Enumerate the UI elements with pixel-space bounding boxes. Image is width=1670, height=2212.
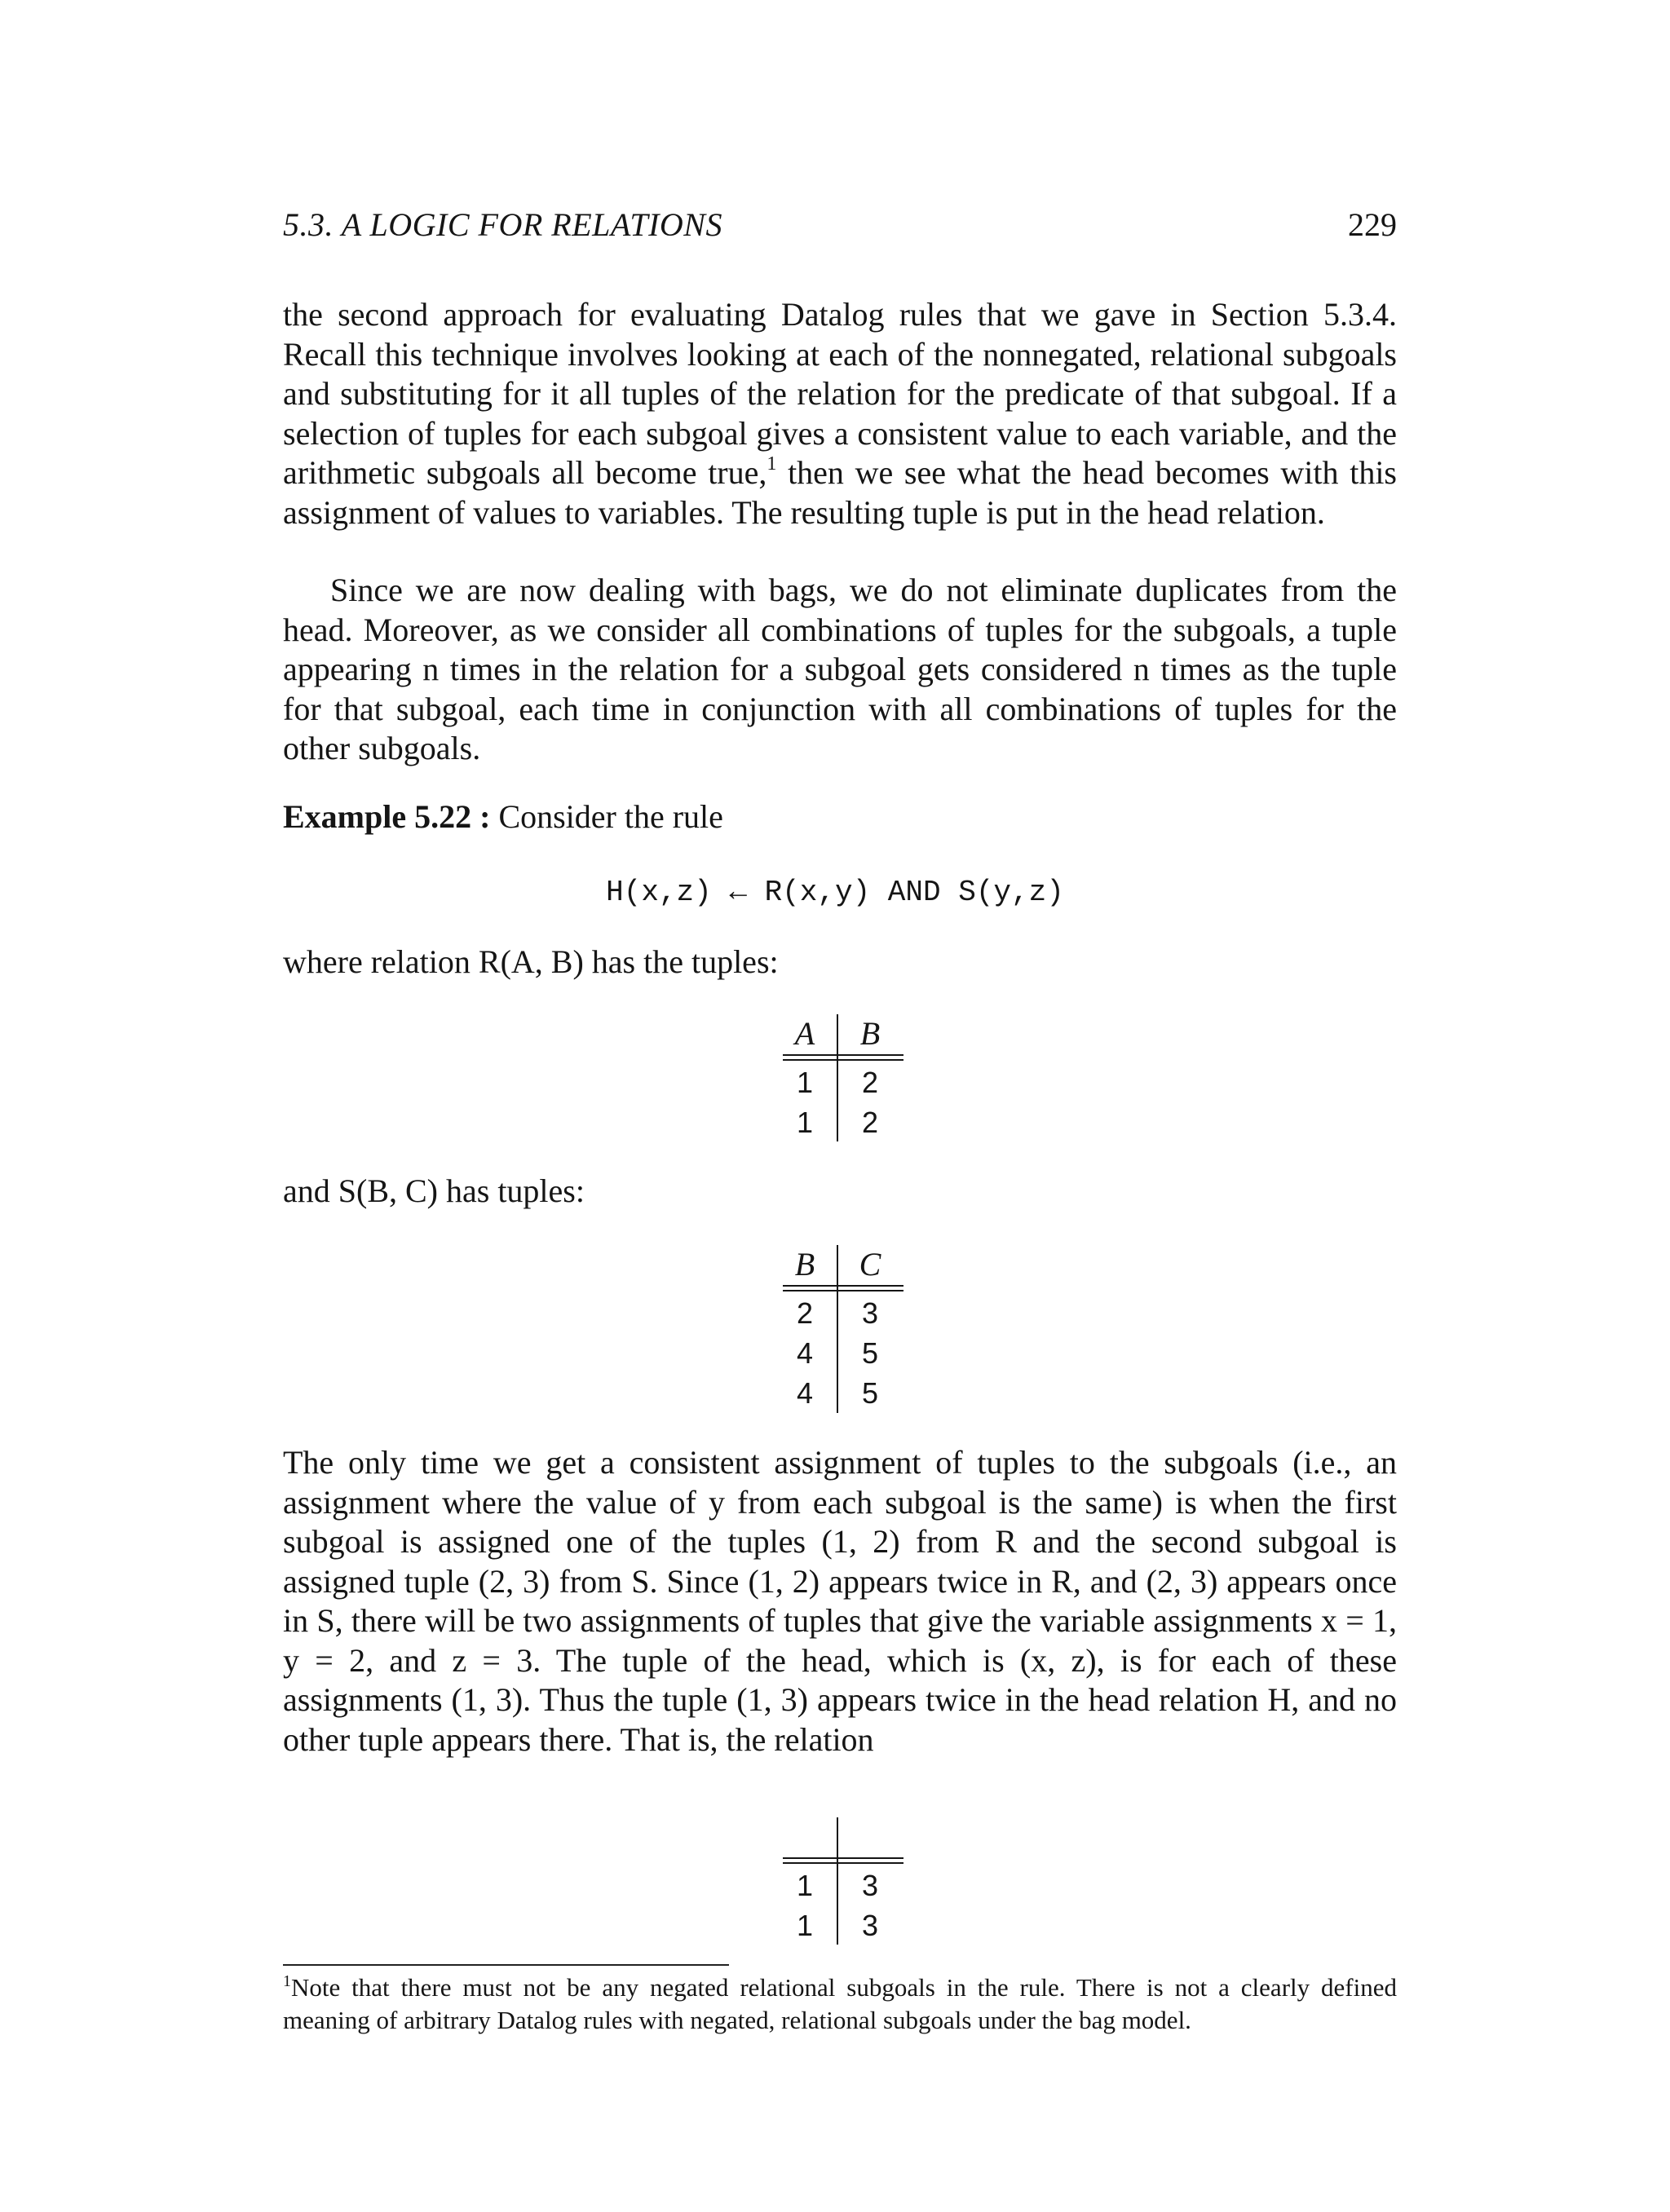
paragraph-text: the second approach for evaluating Datalog rules that we gave in Section 5.3.4. Recall this technique involves looking at each of the nonnegated, relational subgoals and substituting for it all tuples of the relation for the predicate of that subgoal. If a selection of tuples for each subgoal gives a consistent value to each variable, and the arithmetic subgoals all become true, <box>283 296 1397 491</box>
paragraph-text: Since we are now dealing with bags, we do not eliminate duplicates from the head. Moreover, as we consider all combinations of tuples for the subgoals, a tuple appearing n times in the relation for a subgoal gets considered n times as the tuple for that subgoal, each time in conjunction with all combinations of tuples for the other subgoals. <box>283 572 1397 766</box>
relation-r-table <box>775 1013 913 1151</box>
paragraph-text-tail: then we see what the head becomes with this assignment of values to variables. The resulting tuple is put in the head relation. <box>283 454 1397 531</box>
relation-h-table <box>775 1816 913 1954</box>
table-header-cell: B <box>859 1015 881 1052</box>
table-cell: 2 <box>861 1066 879 1099</box>
example-heading <box>283 797 1397 837</box>
table-cell: 2 <box>796 1296 814 1330</box>
table-cell: 3 <box>861 1869 879 1902</box>
paragraph-bag-evaluation <box>283 295 1397 532</box>
table-header-cell: A <box>794 1015 815 1052</box>
table-cell: 3 <box>861 1296 879 1330</box>
footnote-marker: 1 <box>767 453 777 475</box>
table-cell: 4 <box>796 1336 814 1370</box>
footnote-number: 1 <box>283 1972 291 1990</box>
table-cell: 5 <box>861 1376 879 1410</box>
section-title: 5.3. A LOGIC FOR RELATIONS <box>283 206 722 243</box>
running-head <box>283 205 1397 245</box>
table-cell: 4 <box>796 1376 814 1410</box>
relation-s-intro: and S(B, C) has tuples: <box>283 1172 585 1209</box>
example-label: Example 5.22 : <box>283 798 491 835</box>
footnote <box>283 1971 1397 2037</box>
table-cell: 1 <box>796 1909 814 1942</box>
datalog-rule: H(x,z) ← R(x,y) AND S(y,z) <box>606 876 1064 909</box>
paragraph-duplicates <box>283 571 1397 769</box>
page-number: 229 <box>1348 206 1397 243</box>
table-cell: 5 <box>861 1336 879 1370</box>
table-cell: 1 <box>796 1869 814 1902</box>
relation-s-table <box>775 1243 913 1423</box>
example-intro: Consider the rule <box>490 798 723 835</box>
table-cell: 1 <box>796 1066 814 1099</box>
table-header-cell: C <box>859 1246 881 1283</box>
table-cell: 2 <box>861 1106 879 1139</box>
table-header-cell: B <box>794 1246 815 1283</box>
table-cell: 3 <box>861 1909 879 1942</box>
paragraph-explanation: The only time we get a consistent assignment of tuples to the subgoals (i.e., an assignment where the value of y from each subgoal is the same) is when the first subgoal is assigned one of the tuples (1, 2) from R and the second subgoal is assigned tuple (2, 3) from S. Since (1, 2) appears twice in R, and (2, 3) appears once in S, there will be two assignments of tuples that give the variable assignments x = 1, y = 2, and z = 3. The tuple of the head, which is (x, z), is for each of these assignments (1, 3). Thus the tuple (1, 3) appears twice in the head relation H, and no other tuple appears there. That is, the relation <box>283 1444 1397 1758</box>
relation-r-intro: where relation R(A, B) has the tuples: <box>283 943 779 980</box>
table-cell: 1 <box>796 1106 814 1139</box>
footnote-divider <box>283 1964 729 1966</box>
footnote-text: Note that there must not be any negated relational subgoals in the rule. There is not a clearly defined meaning of arbitrary Datalog rules with negated, relational subgoals under the bag model. <box>283 1973 1397 2034</box>
